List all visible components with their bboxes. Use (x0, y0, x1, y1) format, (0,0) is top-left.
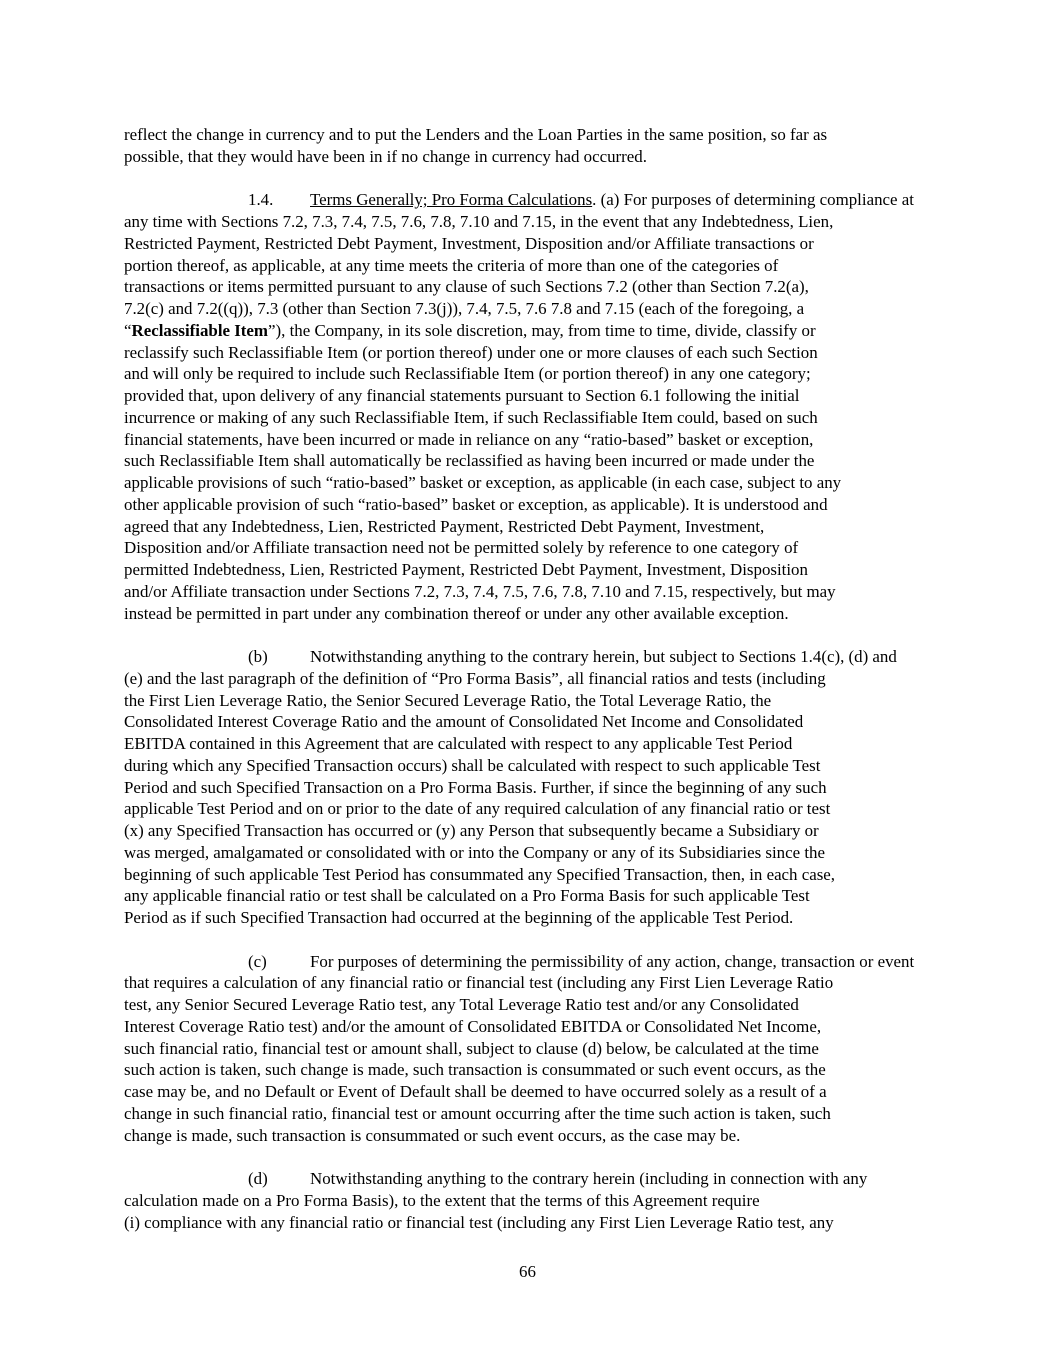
page-body (124, 124, 932, 1233)
line: test, any Senior Secured Leverage Ratio test, any Total Leverage Ratio test and/or any Consolidated (124, 995, 799, 1014)
line: permitted Indebtedness, Lien, Restricted Payment, Restricted Debt Payment, Investment, Disposition (124, 560, 808, 579)
line-text: ”), the Company, in its sole discretion, may, from time to time, divide, classify or (268, 320, 816, 340)
line-text: . (a) For purposes of determining compliance at (592, 190, 914, 210)
page-number: 66 (519, 1262, 536, 1281)
line: Disposition and/or Affiliate transaction need not be permitted solely by reference to one category of (124, 538, 799, 558)
line (124, 1168, 932, 1190)
line: Period and such Specified Transaction on a Pro Forma Basis. Further, if since the beginning of any such (124, 777, 827, 797)
line: agreed that any Indebtedness, Lien, Restricted Payment, Restricted Debt Payment, Investment, (124, 516, 765, 536)
line: portion thereof, as applicable, at any time meets the criteria of more than one of the categories of (124, 255, 779, 275)
line-text: Notwithstanding anything to the contrary herein (including in connection with any (310, 1169, 868, 1188)
line: that requires a calculation of any financial ratio or financial test (including any First Lien Leverage Ratio (124, 973, 834, 993)
line: reflect the change in currency and to put the Lenders and the Loan Parties in the same position, so far as (124, 125, 828, 144)
line: and will only be required to include such Reclassifiable Item (or portion thereof) in any one category; (124, 364, 811, 384)
line (124, 189, 932, 211)
line: (x) any Specified Transaction has occurred or (y) any Person that subsequently became a Subsidiary or (124, 821, 819, 840)
line: Period as if such Specified Transaction had occurred at the beginning of the applicable Test Period. (124, 908, 794, 927)
line: any time with Sections 7.2, 7.3, 7.4, 7.5, 7.6, 7.8, 7.10 and 7.15, in the event that any Indebtedness, Lien, (124, 212, 834, 231)
clause-label: (b) (248, 647, 268, 666)
line: calculation made on a Pro Forma Basis), to the extent that the terms of this Agreement require (124, 1190, 760, 1210)
line: such Reclassifiable Item shall automatically be reclassified as having been incurred or made under the (124, 451, 815, 471)
line: change is made, such transaction is consummated or such event occurs, as the case may be. (124, 1125, 741, 1145)
defined-term: Reclassifiable Item (131, 320, 269, 340)
line: (e) and the last paragraph of the definition of “Pro Forma Basis”, all financial ratios and tests (including (124, 668, 826, 688)
line: during which any Specified Transaction occurs) shall be calculated with respect to such applicable Test (124, 755, 821, 775)
line: Restricted Payment, Restricted Debt Payment, Investment, Disposition and/or Affiliate transactions or (124, 233, 814, 253)
line: and/or Affiliate transaction under Sections 7.2, 7.3, 7.4, 7.5, 7.6, 7.8, 7.10 and 7.15, respectively, but may (124, 581, 836, 601)
clause-b-paragraph (124, 646, 932, 929)
line: applicable Test Period and on or prior to the date of any required calculation of any financial ratio or test (124, 799, 831, 819)
line: change in such financial ratio, financial test or amount occurring after the time such action is taken, such (124, 1103, 831, 1123)
line: such action is taken, such change is made, such transaction is consummated or such event occurs, as the (124, 1060, 826, 1080)
line: EBITDA contained in this Agreement that are calculated with respect to any applicable Test Period (124, 734, 793, 753)
clause-label: (c) (248, 951, 267, 971)
clause-label: (d) (248, 1169, 268, 1188)
line: any applicable financial ratio or test shall be calculated on a Pro Forma Basis for such applicable Test (124, 886, 810, 906)
line: Interest Coverage Ratio test) and/or the amount of Consolidated EBITDA or Consolidated Net Income, (124, 1016, 822, 1036)
line: such financial ratio, financial test or amount shall, subject to clause (d) below, be calculated at the time (124, 1038, 819, 1058)
line: the First Lien Leverage Ratio, the Senior Secured Leverage Ratio, the Total Leverage Ratio, the (124, 690, 772, 710)
line-text: For purposes of determining the permissibility of any action, change, transaction or event (310, 951, 915, 971)
line: financial statements, have been incurred or made in reliance on any “ratio-based” basket or exception, (124, 429, 814, 449)
line-text: Notwithstanding anything to the contrary herein, but subject to Sections 1.4(c), (d) and (310, 647, 897, 666)
clause-c-paragraph (124, 951, 932, 1147)
line: beginning of such applicable Test Period has consummated any Specified Transaction, then, in each case, (124, 864, 836, 884)
line (124, 951, 932, 973)
clause-d-paragraph (124, 1168, 932, 1233)
section-number: 1.4. (248, 190, 274, 210)
line (124, 646, 932, 668)
line: reclassify such Reclassifiable Item (or portion thereof) under one or more clauses of each such Section (124, 342, 818, 362)
line: other applicable provision of such “ratio-based” basket or exception, as applicable). It is understood and (124, 494, 828, 514)
line (124, 320, 932, 342)
section-heading: Terms Generally; Pro Forma Calculations (310, 190, 593, 210)
paragraph-continuation (124, 124, 932, 168)
line: transactions or items permitted pursuant to any clause of such Sections 7.2 (other than Section 7.2(a), (124, 277, 809, 297)
line: applicable provisions of such “ratio-based” basket or exception, as applicable (in each case, subject to any (124, 473, 842, 492)
line: provided that, upon delivery of any financial statements pursuant to Section 6.1 following the initial (124, 386, 800, 405)
line: instead be permitted in part under any combination thereof or under any other available exception. (124, 603, 789, 623)
line: (i) compliance with any financial ratio or financial test (including any First Lien Leverage Ratio test, any (124, 1212, 834, 1232)
line: was merged, amalgamated or consolidated with or into the Company or any of its Subsidiaries since the (124, 842, 825, 862)
section-1-4-paragraph (124, 189, 932, 624)
line: 7.2(c) and 7.2((q)), 7.3 (other than Section 7.3(j)), 7.4, 7.5, 7.6 7.8 and 7.15 (each of the foregoing, a (124, 299, 805, 318)
line: case may be, and no Default or Event of Default shall be deemed to have occurred solely as a result of a (124, 1082, 827, 1101)
line: Consolidated Interest Coverage Ratio and the amount of Consolidated Net Income and Consolidated (124, 712, 804, 732)
line: incurrence or making of any such Reclassifiable Item, if such Reclassifiable Item could, based on such (124, 407, 818, 427)
line: possible, that they would have been in if no change in currency had occurred. (124, 146, 647, 166)
quote-open: “ (124, 320, 132, 340)
